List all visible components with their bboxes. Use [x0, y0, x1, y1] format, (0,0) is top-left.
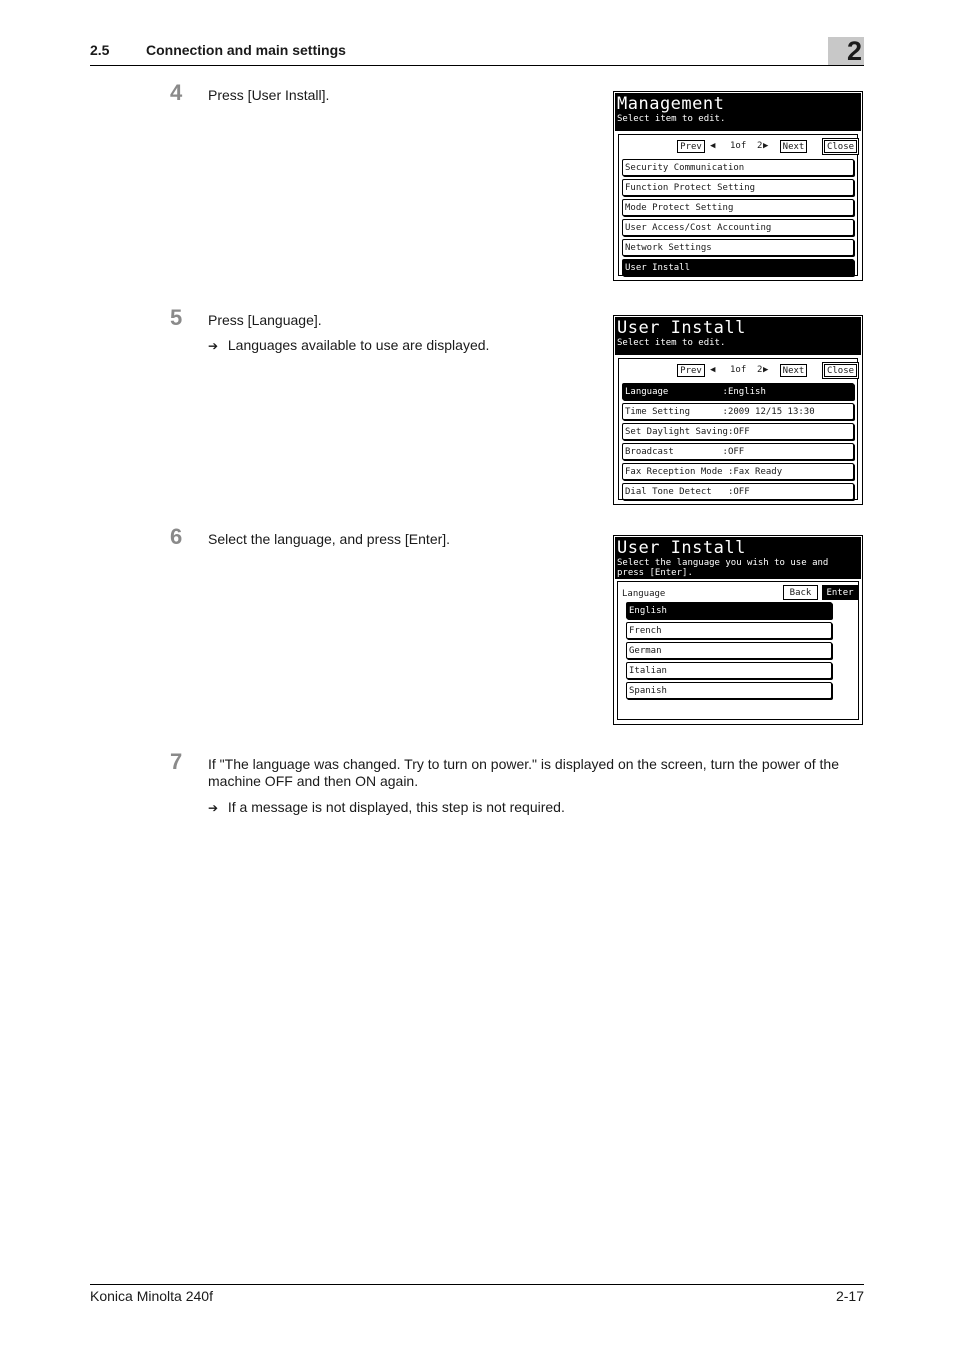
- step-number: 7: [170, 749, 183, 774]
- pager: [619, 364, 857, 378]
- menu-item-function-protect[interactable]: Function Protect Setting: [622, 179, 854, 196]
- language-option-italian[interactable]: Italian: [626, 662, 832, 679]
- left-arrow-icon: ◀: [710, 141, 716, 151]
- step-text: Press [User Install].: [208, 87, 330, 103]
- menu-item-user-install[interactable]: User Install: [622, 259, 854, 276]
- setting-item-time[interactable]: Time Setting :2009 12/15 13:30: [622, 403, 854, 420]
- screen-header: [615, 93, 861, 131]
- setting-item-broadcast[interactable]: Broadcast :OFF: [622, 443, 854, 460]
- prev-button[interactable]: Prev: [677, 364, 705, 377]
- screen-subtitle-line1: Select the language you wish to use and: [617, 558, 829, 568]
- screen-subtitle: Select item to edit.: [617, 114, 726, 124]
- arrow-icon: ➔: [208, 801, 219, 815]
- close-button[interactable]: Close: [824, 140, 857, 153]
- page-number: 2-17: [835, 1288, 864, 1304]
- step-text: Select the language, and press [Enter].: [208, 531, 451, 547]
- right-arrow-icon: ▶: [763, 141, 769, 151]
- setting-item-language[interactable]: Language :English: [622, 383, 854, 400]
- page-indicator: 1of: [730, 365, 747, 375]
- menu-item-network-settings[interactable]: Network Settings: [622, 239, 854, 256]
- language-screen: [613, 535, 863, 725]
- page-total: 2: [757, 141, 763, 151]
- language-option-german[interactable]: German: [626, 642, 832, 659]
- screen-body: [617, 581, 859, 720]
- step-number: 4: [170, 80, 183, 105]
- screen-subtitle: Select item to edit.: [617, 338, 726, 348]
- header-divider: [90, 65, 864, 66]
- enter-button[interactable]: Enter: [822, 585, 858, 600]
- page-indicator: 1of: [730, 141, 747, 151]
- language-label: Language: [622, 589, 666, 599]
- menu-item-security-communication[interactable]: Security Communication: [622, 159, 854, 176]
- back-button[interactable]: Back: [783, 585, 818, 600]
- right-arrow-icon: ▶: [763, 365, 769, 375]
- screen-header: [615, 317, 861, 355]
- left-arrow-icon: ◀: [710, 365, 716, 375]
- footer-product: Konica Minolta 240f: [90, 1288, 213, 1304]
- chapter-number: 2: [846, 36, 862, 66]
- arrow-icon: ➔: [208, 339, 219, 353]
- chapter-tab: [828, 37, 864, 65]
- screen-title: User Install: [617, 538, 746, 558]
- screen-body: [618, 134, 858, 276]
- language-option-english[interactable]: English: [626, 602, 832, 619]
- user-install-screen: [613, 315, 863, 505]
- screen-title: Management: [617, 94, 725, 114]
- language-option-spanish[interactable]: Spanish: [626, 682, 832, 699]
- management-screen: [613, 91, 863, 281]
- setting-item-fax-reception[interactable]: Fax Reception Mode :Fax Ready: [622, 463, 854, 480]
- result-text: Languages available to use are displayed.: [227, 337, 490, 353]
- footer-divider: [90, 1284, 864, 1285]
- menu-item-mode-protect[interactable]: Mode Protect Setting: [622, 199, 854, 216]
- setting-item-dial-tone[interactable]: Dial Tone Detect :OFF: [622, 483, 854, 500]
- screen-title: User Install: [617, 318, 746, 338]
- next-button[interactable]: Next: [780, 140, 807, 153]
- section-number: 2.5: [90, 42, 110, 58]
- screen-header: [615, 537, 861, 579]
- page-total: 2: [757, 365, 763, 375]
- screen-body: [618, 358, 858, 500]
- language-option-french[interactable]: French: [626, 622, 832, 639]
- next-button[interactable]: Next: [780, 364, 807, 377]
- step-text: Press [Language].: [208, 312, 322, 328]
- step-number: 5: [170, 305, 183, 330]
- close-button[interactable]: Close: [824, 364, 857, 377]
- result-text: If a message is not displayed, this step is not required.: [227, 799, 565, 815]
- setting-item-daylight-saving[interactable]: Set Daylight Saving:OFF: [622, 423, 854, 440]
- step-result: [208, 337, 489, 353]
- screen-subtitle-line2: press [Enter].: [617, 568, 693, 578]
- step-number: 6: [170, 524, 183, 549]
- menu-item-user-access[interactable]: User Access/Cost Accounting: [622, 219, 854, 236]
- pager: [619, 140, 857, 154]
- prev-button[interactable]: Prev: [677, 140, 705, 153]
- section-title: Connection and main settings: [146, 42, 346, 58]
- step-text: If "The language was changed. Try to turn on power." is displayed on the screen, turn the power of the machine OFF and then ON again.: [208, 756, 839, 789]
- step-result: [208, 799, 565, 815]
